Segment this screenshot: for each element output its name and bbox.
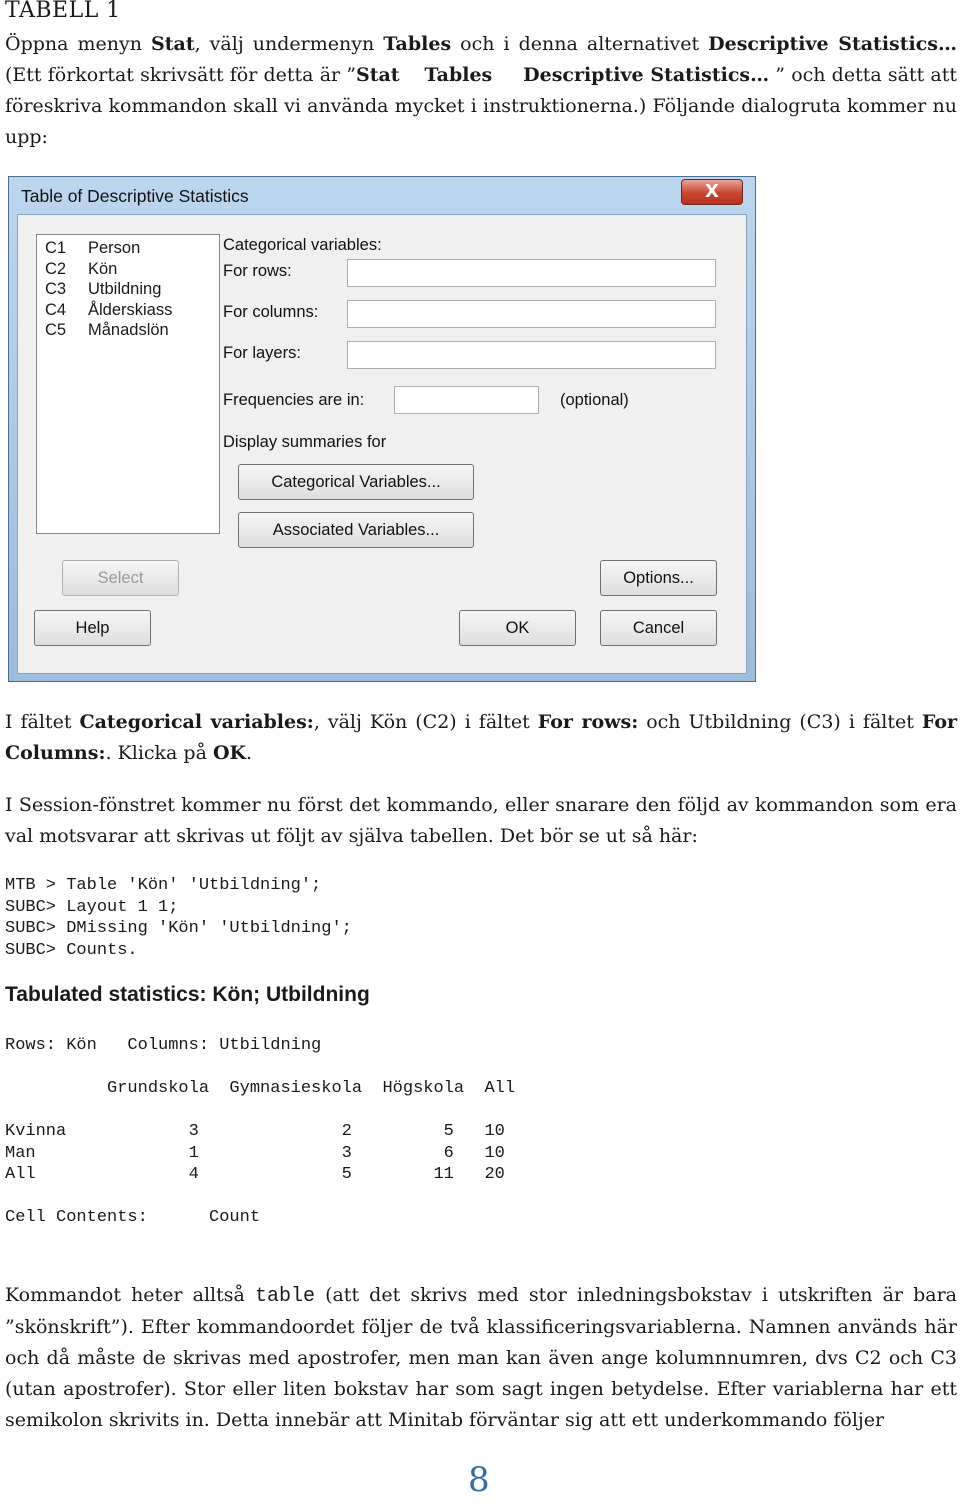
cell-contents-line: Cell Contents: Count <box>5 1208 261 1227</box>
associated-variables-button[interactable]: Associated Variables... <box>238 512 474 548</box>
intro-text-4: (Ett förkortat skrivsätt för detta är <box>5 64 347 86</box>
ok-button[interactable]: OK <box>459 610 576 646</box>
for-rows-label: For rows: <box>223 262 292 280</box>
section-heading: TABELL 1 <box>5 0 121 23</box>
for-columns-label: For columns: <box>223 303 319 321</box>
optional-label: (optional) <box>560 391 629 409</box>
intro-text-5: och detta sätt att föreskriva kommandon skall vi använda mycket i instruktionerna.) Följande dialogruta kommer nu upp: <box>5 64 957 148</box>
session-line: MTB > Table 'Kön' 'Utbildning'; <box>5 876 322 895</box>
variable-item[interactable] <box>45 280 161 299</box>
variable-list[interactable] <box>36 234 220 534</box>
variable-name: Utbildning <box>88 280 162 298</box>
display-summaries-label: Display summaries for <box>223 433 387 451</box>
ok-term: OK <box>212 742 247 764</box>
instruction-paragraph <box>5 707 957 769</box>
table-header: Grundskola Gymnasieskola Högskola All <box>5 1079 516 1098</box>
for-layers-label: For layers: <box>223 344 301 362</box>
cancel-button[interactable]: Cancel <box>600 610 717 646</box>
variable-item[interactable] <box>45 301 172 320</box>
dialog-body <box>17 214 747 674</box>
after-text-3: och Utbildning (C3) i fältet <box>638 711 922 733</box>
closing-text-1: Kommandot heter alltså <box>5 1284 255 1306</box>
options-button[interactable]: Options... <box>600 560 717 596</box>
variable-name: Ålderskiass <box>88 300 173 319</box>
variable-column: C2 <box>45 259 67 278</box>
intro-paragraph <box>5 29 957 153</box>
rows-columns-line: Rows: Kön Columns: Utbildning <box>5 1036 322 1055</box>
variable-item[interactable] <box>45 239 140 258</box>
page-number: 8 <box>468 1460 490 1500</box>
path-open-quote: ” <box>346 64 356 86</box>
after-text-4: . Klicka på <box>105 742 213 764</box>
path-tables: Tables <box>424 64 493 86</box>
categorical-term: Categorical variables: <box>79 711 314 733</box>
table-row: Kvinna 3 2 5 10 <box>5 1122 505 1141</box>
select-button[interactable]: Select <box>62 560 179 596</box>
variable-column: C1 <box>45 239 67 257</box>
path-descriptive: Descriptive Statistics… <box>523 64 770 86</box>
after-text-5: . <box>246 742 253 764</box>
intro-text-3: och i denna alternativet <box>451 33 709 55</box>
intro-text-1: Öppna menyn <box>5 33 152 55</box>
for-columns-input[interactable] <box>347 300 716 328</box>
intro-text-2: , välj undermenyn <box>194 33 384 55</box>
variable-column: C5 <box>45 321 67 339</box>
variable-item[interactable] <box>45 321 169 340</box>
path-stat: Stat <box>356 64 400 86</box>
variable-name: Person <box>88 239 141 257</box>
for-rows-input[interactable] <box>347 259 716 287</box>
categorical-variables-button[interactable]: Categorical Variables... <box>238 464 474 500</box>
menu-descriptive: Descriptive Statistics… <box>708 33 958 55</box>
after-text-2: , välj Kön (C2) i fältet <box>313 711 538 733</box>
inline-code: table <box>254 1285 315 1308</box>
session-line: SUBC> Layout 1 1; <box>5 897 179 917</box>
variable-item[interactable] <box>45 260 117 279</box>
path-close-quote: ” <box>775 64 786 86</box>
closing-paragraph <box>5 1280 957 1436</box>
close-button[interactable]: X <box>681 179 743 205</box>
session-line: SUBC> DMissing 'Kön' 'Utbildning'; <box>5 919 352 938</box>
table-row: Man 1 3 6 10 <box>5 1143 505 1163</box>
descriptive-statistics-dialog <box>8 176 756 682</box>
variable-column: C3 <box>45 280 67 298</box>
table-row: All 4 5 11 20 <box>5 1165 505 1184</box>
menu-tables: Tables <box>383 33 452 55</box>
session-line: SUBC> Counts. <box>5 940 138 960</box>
tabulated-statistics-title: Tabulated statistics: Kön; Utbildning <box>5 983 370 1006</box>
menu-stat: Stat <box>151 33 195 55</box>
categorical-variables-label: Categorical variables: <box>223 236 382 254</box>
for-columns-term: For Columns: <box>5 711 958 764</box>
variable-column: C4 <box>45 300 67 319</box>
for-rows-term: For rows: <box>537 711 639 733</box>
closing-text-2: (att det skrivs med stor inledningsbokstav i utskriften är bara ”skönskrift”). Efter kommandoordet följer de två klassificeringsvariablerna. Namnen används här och då måste de skrivas med apostrofer, men man kan även ange kolumnnumren, dvs C2 och C3 (utan apostrofer). Stor eller liten bokstav har som sagt ingen betydelse. Efter variablerna har ett semikolon skrivits in. Detta innebär att Minitab förväntar sig att ett underkommando följer <box>5 1284 958 1431</box>
after-text-1: I fältet <box>5 711 80 733</box>
for-layers-input[interactable] <box>347 341 716 369</box>
variable-name: Kön <box>88 259 118 278</box>
frequencies-input[interactable] <box>394 386 539 414</box>
variable-name: Månadslön <box>88 321 169 339</box>
session-paragraph: I Session-fönstret kommer nu först det kommando, eller snarare den följd av kommandon som era val motsvarar att skrivas ut följt av själva tabellen. Det bör se ut så här: <box>5 794 957 847</box>
dialog-title: Table of Descriptive Statistics <box>21 186 249 206</box>
frequencies-label: Frequencies are in: <box>223 391 365 409</box>
help-button[interactable]: Help <box>34 610 151 646</box>
